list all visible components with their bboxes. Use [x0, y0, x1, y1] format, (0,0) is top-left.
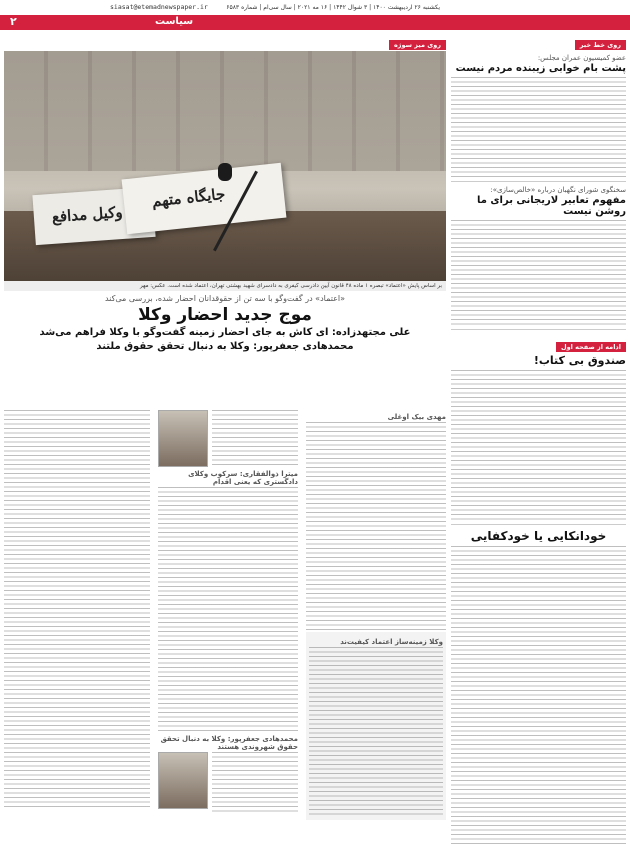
- story3-headline: صندوق بی کتاب!: [533, 354, 626, 367]
- date-line: یکشنبه ۲۶ اردیبهشت ۱۴۰۰ | ۳ شوال ۱۴۴۲ | ۱۶ مه ۲۰۲۱ | سال سی‌ام | شماره ۶۵۸۳: [226, 4, 440, 11]
- quote2-text: [212, 752, 298, 812]
- story2-body: [451, 220, 626, 325]
- main-kicker: «اعتماد» در گفت‌وگو با سه تن از حقوقدانان احضار شده، بررسی می‌کند: [104, 294, 346, 303]
- section-bar: [0, 15, 630, 30]
- quote1: [158, 410, 298, 467]
- divider: [451, 181, 626, 182]
- article-text: [4, 410, 150, 810]
- main-tag: روی میز سوژه: [389, 40, 446, 50]
- main-column: [4, 32, 446, 816]
- story1-kicker: عضو کمیسیون عمران مجلس:: [537, 54, 626, 62]
- article-col-2: [158, 410, 298, 816]
- divider: [451, 329, 626, 330]
- article-columns: [4, 410, 446, 816]
- box-title: وکلا زمینه‌ساز اعتماد کیفیت‌ند: [340, 638, 443, 646]
- sign-lawyer-text: وکیل مدافع: [51, 203, 124, 226]
- photo-caption: بر اساس پایش «اعتماد» تبصره ۱ ماده ۴۸ قانون آیین دادرسی کیفری به دادسرای شهید بهشتی تهران، اعتماد شده است. عکس: مهر: [4, 281, 446, 291]
- story3-body: [451, 370, 626, 520]
- sign-defendant-text: جایگاه متهم: [151, 184, 226, 211]
- section-title: سیاست: [155, 16, 194, 27]
- article-col-1: [306, 410, 446, 816]
- quote1-text: [212, 410, 298, 465]
- courtroom-photo: [4, 51, 446, 281]
- main-subtitle-2: محمدهادی جعفرپور: وکلا به دنبال تحقق حقوق ملتند: [96, 341, 354, 352]
- box-text: [309, 647, 443, 817]
- story4-headline: خودانکایی یا خودکفایی: [470, 529, 607, 543]
- article-text: [306, 422, 446, 632]
- story1-headline: پشت بام خوابی زیبنده مردم نیست: [455, 63, 626, 74]
- quote1-title: میترا ذوالفقاری: سرکوب وکلای دادگستری که یعنی اقدام: [188, 470, 298, 486]
- main-title: موج جدید احضار وکلا: [138, 305, 312, 325]
- masthead: [0, 0, 630, 16]
- byline: مهدی بیک اوغلی: [387, 413, 446, 421]
- story2-kicker: سخنگوی شورای نگهبان درباره «خالص‌سازی»:: [490, 186, 626, 194]
- page-number: ۲: [10, 15, 17, 28]
- author-photo-2: [158, 752, 208, 809]
- article-col-3: [4, 410, 150, 816]
- news-tag: روی خط خبر: [575, 40, 626, 50]
- divider: [451, 524, 626, 525]
- sidebar-box: [306, 632, 446, 820]
- story2-headline: مفهوم تعابیر لاریجانی برای ما روشن نیست: [476, 195, 626, 217]
- email-address[interactable]: siasat@etemadnewspaper.ir: [110, 3, 208, 11]
- microphone-head-icon: [218, 163, 232, 181]
- right-column: [451, 32, 626, 816]
- main-subtitle-1: علی مجتهدزاده: ای کاش به جای احضار زمینه گفت‌وگو با وکلا فراهم می‌شد: [39, 327, 411, 338]
- photo-wall: [4, 51, 446, 171]
- story1-body: [451, 77, 626, 177]
- continued-tag: ادامه از صفحه اول: [556, 342, 626, 352]
- article-text: [158, 487, 298, 732]
- quote2: [158, 752, 298, 812]
- quote2-title: محمدهادی جعفرپور: وکلا به دنبال تحقق حقوق شهروندی هستند: [160, 735, 298, 751]
- author-photo-1: [158, 410, 208, 467]
- story4-body: [451, 546, 626, 846]
